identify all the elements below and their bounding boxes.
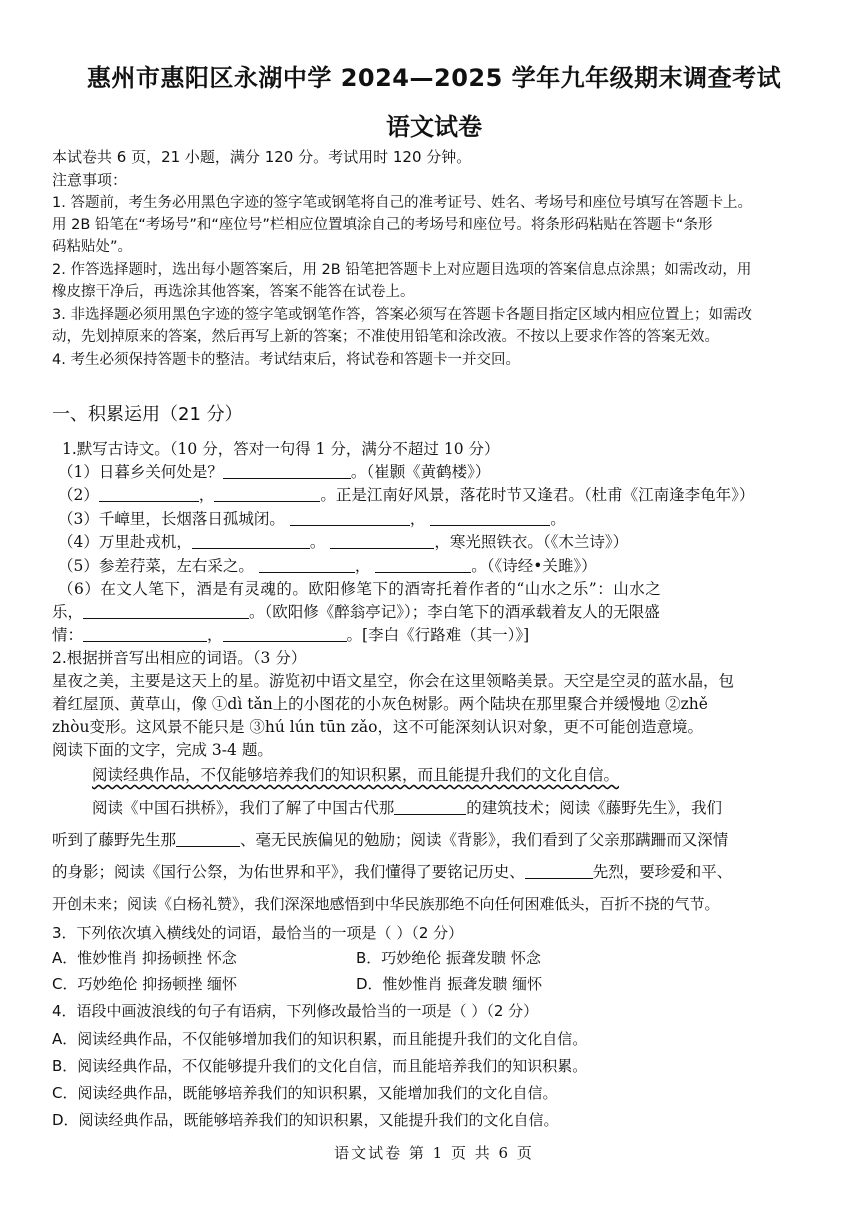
reading-intro: 阅读下面的文字，完成 3-4 题。	[52, 741, 273, 759]
exam-title: 惠州市惠阳区永湖中学 2024—2025 学年九年级期末调查考试	[86, 64, 782, 92]
q4-option-b[interactable]: B．阅读经典作品，不仅能够提升我们的文化自信，而且能培养我们的知识积累。	[52, 1057, 588, 1075]
q2-passage-line: 着红屋顶、黄草山，像 ①dì tǎn上的小图花的小灰色树影。两个陆块在那里聚合并缓慢地 ②zhě	[52, 695, 708, 713]
q3-option-d[interactable]: D．惟妙惟肖 振聋发聩 缅怀	[356, 975, 543, 993]
q1-item-3: （3）千嶂里，长烟落日孤城闭。 ， 。	[58, 510, 566, 528]
q3-option-a[interactable]: A．惟妙惟肖 抑扬顿挫 怀念	[52, 949, 237, 967]
q1-item-6-line2: 乐， 。（欧阳修《醉翁亭记》）；李白笔下的酒承载着友人的无限盛	[52, 603, 660, 621]
q1-item-1: （1）日暮乡关何处是？ 。（崔颢《黄鹤楼》）	[58, 463, 491, 481]
answer-blank[interactable]	[99, 485, 199, 502]
q1-item-6-line3: 情： ， 。[李白《行路难（其一）》]	[52, 626, 530, 644]
notice-line: 2. 作答选择题时，选出每小题答案后，用 2B 铅笔把答题卡上对应题目选项的答案信息点涂黑；如需改动，用	[52, 262, 752, 278]
wavy-sentence: 阅读经典作品，不仅能够培养我们的知识积累，而且能提升我们的文化自信。	[92, 766, 620, 784]
q3-option-b[interactable]: B．巧妙绝伦 振聋发聩 怀念	[356, 949, 541, 967]
reading-para-line: 开创未来；阅读《白杨礼赞》，我们深深地感悟到中华民族那绝不向任何困难低头，百折不挠的气节。	[52, 895, 720, 913]
q2-stem: 2.根据拼音写出相应的词语。（3 分）	[52, 649, 307, 667]
notice-line: 码粘贴处”。	[52, 239, 133, 255]
q4-option-c[interactable]: C．阅读经典作品，既能够培养我们的知识积累，又能增加我们的文化自信。	[52, 1084, 558, 1102]
q4-stem: 4．语段中画波浪线的句子有语病，下列修改最恰当的一项是（ ）（2 分）	[52, 1002, 539, 1020]
q1-item-6: （6）在文人笔下，酒是有灵魂的。欧阳修笔下的酒寄托着作者的“山水之乐”：山水之	[58, 580, 662, 598]
answer-blank[interactable]	[214, 485, 320, 502]
reading-para-line: 听到了藤野先生那 、毫无民族偏见的勉励；阅读《背影》，我们看到了父亲那蹒跚而又深情	[52, 831, 729, 849]
q3-option-c[interactable]: C．巧妙绝伦 抑扬顿挫 缅怀	[52, 975, 238, 993]
answer-blank[interactable]	[83, 602, 249, 619]
reading-para-line: 阅读《中国石拱桥》，我们了解了中国古代那 的建筑技术；阅读《藤野先生》，我们	[92, 799, 723, 817]
answer-blank[interactable]	[290, 509, 410, 526]
answer-blank[interactable]	[330, 532, 434, 549]
answer-blank[interactable]	[525, 862, 593, 879]
answer-blank[interactable]	[375, 556, 471, 573]
q1-item-5: （5）参差荇菜，左右采之。 ， 。（《诗经•关雎》）	[58, 557, 597, 575]
answer-blank[interactable]	[83, 625, 207, 642]
q2-passage-line: zhòu变形。这风景不能只是 ③hú lún tūn zǎo，这不可能深刻认识对象，更不可能创造意境。	[52, 718, 703, 736]
q1-item-4: （4）万里赴戎机， 。 ，寒光照铁衣。（《木兰诗》）	[58, 533, 629, 551]
q1-item-2: （2） ， 。正是江南好风景，落花时节又逢君。（杜甫《江南逢李龟年》）	[58, 486, 755, 504]
notice-title: 注意事项：	[52, 171, 128, 189]
notice-line: 4. 考生必须保持答题卡的整洁。考试结束后，将试卷和答题卡一并交回。	[52, 352, 520, 368]
q2-passage-line: 星夜之美，主要是这天上的星。游览初中语文星空，你会在这里领略美景。天空是空灵的蓝水晶，包	[52, 672, 735, 690]
answer-blank[interactable]	[223, 462, 351, 479]
reading-para-line: 的身影；阅读《国行公祭，为佑世界和平》，我们懂得了要铭记历史、 先烈，要珍爱和平、	[52, 863, 733, 881]
notice-line: 用 2B 铅笔在“考场号”和“座位号”栏相应位置填涂自己的考场号和座位号。将条形码粘贴在答题卡“条形	[52, 217, 713, 233]
q1-stem: 1.默写古诗文。（10 分，答对一句得 1 分，满分不超过 10 分）	[62, 440, 500, 458]
notice-line: 1. 答题前，考生务必用黑色字迹的签字笔或钢笔将自己的准考证号、姓名、考场号和座位号填写在答题卡上。	[52, 195, 752, 211]
q3-stem: 3．下列依次填入横线处的词语，最恰当的一项是（ ）（2 分）	[52, 924, 464, 942]
q4-option-d[interactable]: D．阅读经典作品，既能够培养我们的知识积累，又能提升我们的文化自信。	[52, 1111, 559, 1129]
page-footer: 语文试卷 第 1 页 共 6 页	[334, 1144, 534, 1162]
notice-line: 橡皮擦干净后，再选涂其他答案，答案不能答在试卷上。	[52, 284, 415, 300]
answer-blank[interactable]	[394, 798, 466, 815]
q4-option-a[interactable]: A．阅读经典作品，不仅能够增加我们的知识积累，而且能提升我们的文化自信。	[52, 1030, 588, 1048]
answer-blank[interactable]	[176, 830, 240, 847]
notice-line: 动，先划掉原来的答案，然后再写上新的答案；不准使用铅笔和涂改液。不按以上要求作答的答案无效。	[52, 329, 719, 345]
answer-blank[interactable]	[192, 532, 310, 549]
answer-blank[interactable]	[430, 509, 550, 526]
exam-subtitle: 语文试卷	[386, 113, 482, 141]
answer-blank[interactable]	[259, 556, 355, 573]
answer-blank[interactable]	[223, 625, 347, 642]
section-title: 一、积累运用（21 分）	[52, 404, 243, 425]
notice-line: 3. 非选择题必须用黑色字迹的签字笔或钢笔作答，答案必须写在答题卡各题目指定区域内相应位置上；如需改	[52, 307, 752, 323]
exam-intro: 本试卷共 6 页，21 小题，满分 120 分。考试用时 120 分钟。	[52, 148, 472, 166]
